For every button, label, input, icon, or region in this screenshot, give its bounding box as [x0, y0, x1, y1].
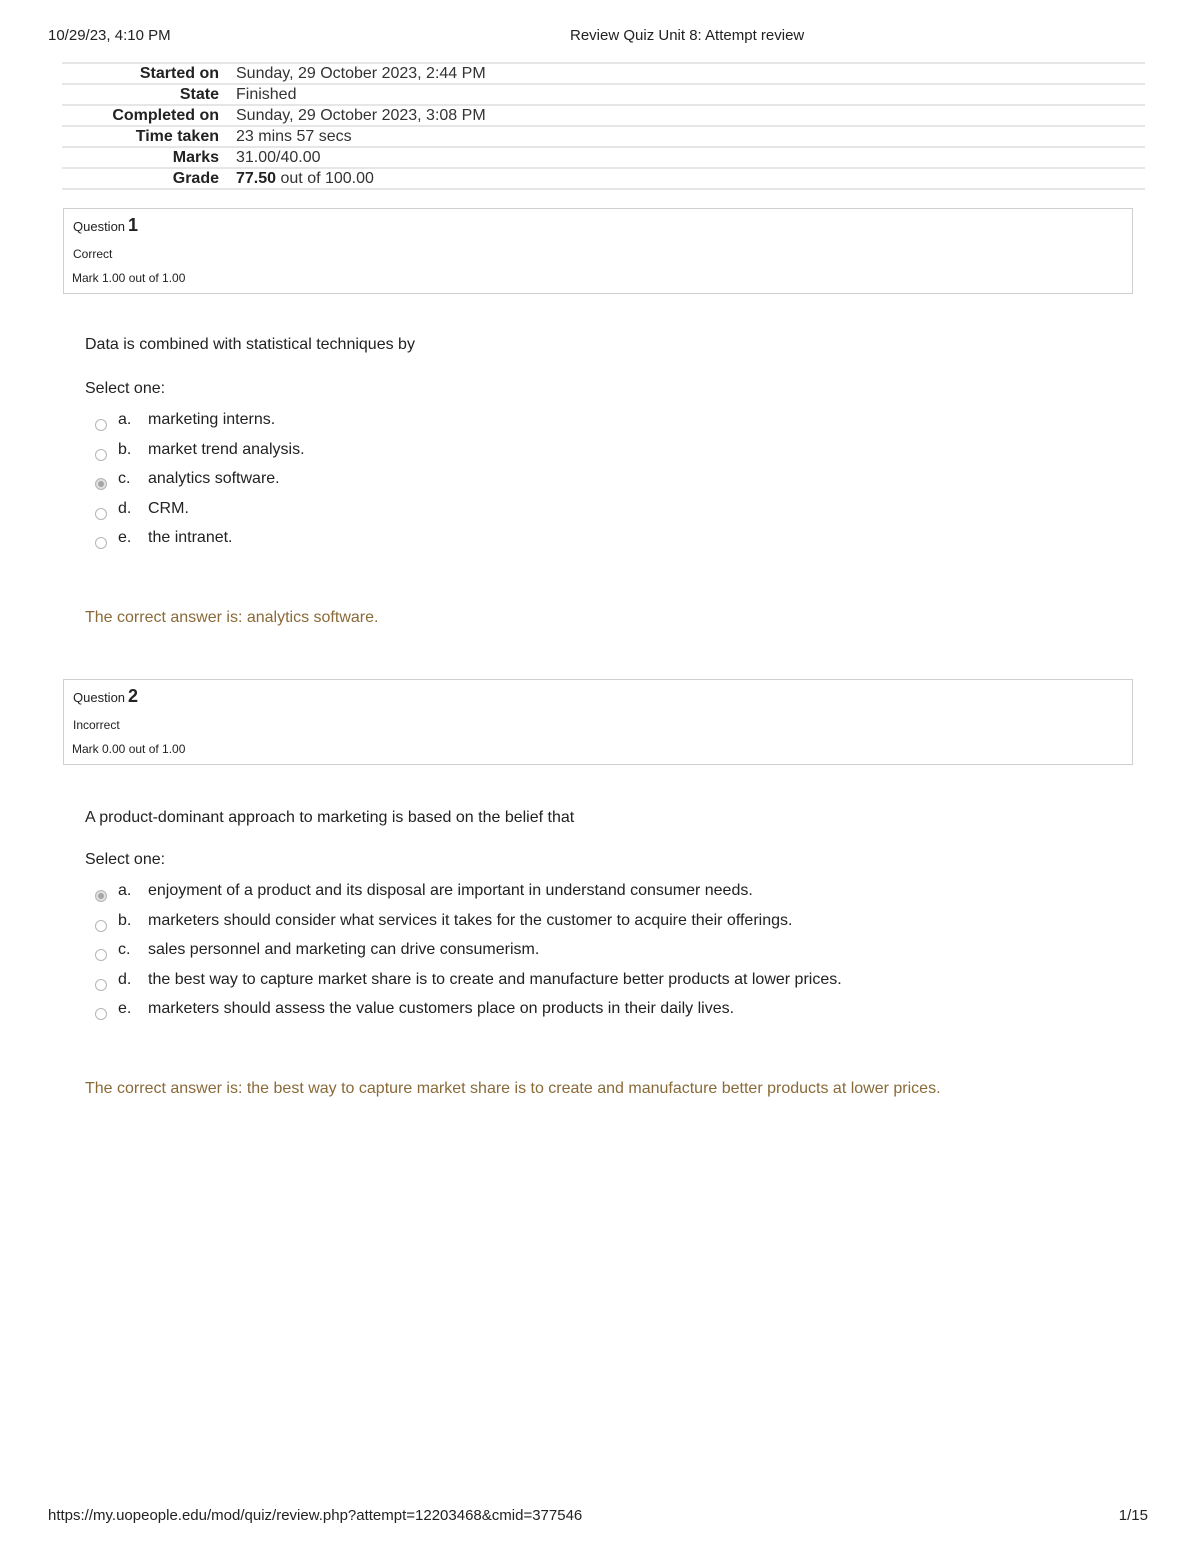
answer-option[interactable] — [93, 500, 1093, 530]
summary-label: Completed on — [112, 107, 219, 124]
grade-score: 77.50 — [236, 170, 277, 187]
answer-option[interactable] — [93, 912, 1093, 942]
radio-button-selected[interactable] — [95, 890, 107, 902]
question-1-feedback: The correct answer is: analytics software. — [85, 609, 379, 626]
summary-row-grade — [62, 169, 1145, 190]
answer-option[interactable] — [93, 941, 1093, 971]
radio-button[interactable] — [95, 419, 107, 431]
radio-button[interactable] — [95, 920, 107, 932]
answer-letter: d. — [118, 970, 132, 988]
summary-label: Started on — [139, 65, 219, 82]
print-date: 10/29/23, 4:10 PM — [48, 27, 171, 44]
answer-text: marketers should consider what services it takes for the customer to acquire their offerings. — [148, 911, 793, 929]
question-number-value: 2 — [128, 686, 139, 706]
attempt-summary-table — [62, 62, 1145, 190]
radio-button[interactable] — [95, 449, 107, 461]
answer-letter: c. — [118, 470, 131, 487]
answer-text: the best way to capture market share is to create and manufacture better products at lower prices. — [148, 970, 842, 988]
answer-text: marketing interns. — [148, 411, 276, 428]
radio-button[interactable] — [95, 949, 107, 961]
answer-letter: b. — [118, 440, 132, 458]
answer-option[interactable] — [93, 529, 1093, 559]
question-number — [73, 686, 138, 707]
summary-value: Sunday, 29 October 2023, 2:44 PM — [236, 65, 486, 82]
print-title: Review Quiz Unit 8: Attempt review — [570, 27, 805, 44]
question-label: Question — [73, 219, 126, 234]
summary-row-started-on — [62, 64, 1145, 85]
answer-text: sales personnel and marketing can drive consumerism. — [148, 941, 540, 958]
summary-label: Time taken — [135, 128, 219, 145]
answer-option[interactable] — [93, 971, 1093, 1001]
answer-text: enjoyment of a product and its disposal are important in understand consumer needs. — [148, 882, 753, 899]
question-2-feedback: The correct answer is: the best way to capture market share is to create and manufacture better products at lower prices. — [85, 1080, 941, 1097]
summary-row-marks — [62, 148, 1145, 169]
print-footer — [48, 1507, 1148, 1527]
answer-option[interactable] — [93, 411, 1093, 441]
grade-scale: out of 100.00 — [280, 170, 374, 187]
radio-button[interactable] — [95, 979, 107, 991]
question-mark: Mark 1.00 out of 1.00 — [72, 271, 186, 285]
question-state: Correct — [73, 247, 113, 261]
summary-value: 23 mins 57 secs — [236, 128, 352, 145]
question-label: Question — [73, 690, 126, 705]
summary-value: Finished — [236, 86, 297, 103]
answer-text: marketers should assess the value customers place on products in their daily lives. — [148, 1000, 735, 1017]
answer-letter: c. — [118, 941, 131, 958]
summary-row-completed-on — [62, 106, 1145, 127]
answer-text: analytics software. — [148, 470, 280, 487]
summary-row-state — [62, 85, 1145, 106]
question-1-answers — [93, 411, 1093, 559]
summary-row-time-taken — [62, 127, 1145, 148]
answer-text: CRM. — [148, 499, 189, 517]
question-2-info — [63, 679, 1133, 765]
answer-letter: b. — [118, 911, 132, 929]
answer-letter: d. — [118, 499, 132, 517]
summary-value — [219, 169, 374, 188]
answer-text: the intranet. — [148, 529, 233, 546]
question-2-prompt: Select one: — [85, 851, 166, 868]
question-number-value: 1 — [128, 215, 139, 235]
radio-button-selected[interactable] — [95, 478, 107, 490]
answer-option[interactable] — [93, 882, 1093, 912]
answer-option[interactable] — [93, 441, 1093, 471]
answer-letter: a. — [118, 882, 132, 899]
answer-letter: a. — [118, 411, 132, 428]
answer-letter: e. — [118, 1000, 132, 1017]
summary-label: State — [179, 86, 219, 103]
question-2-text: A product-dominant approach to marketing is based on the belief that — [85, 809, 575, 826]
answer-option[interactable] — [93, 470, 1093, 500]
radio-button[interactable] — [95, 537, 107, 549]
question-1-info — [63, 208, 1133, 294]
print-header — [48, 27, 1148, 47]
question-mark: Mark 0.00 out of 1.00 — [72, 742, 186, 756]
answer-option[interactable] — [93, 1000, 1093, 1030]
answer-letter: e. — [118, 529, 132, 546]
print-url: https://my.uopeople.edu/mod/quiz/review.php?attempt=12203468&cmid=377546 — [48, 1507, 583, 1524]
question-state: Incorrect — [73, 718, 120, 732]
question-1-text: Data is combined with statistical techniques by — [85, 336, 415, 353]
page-number: 1/15 — [1118, 1507, 1148, 1524]
summary-label: Grade — [172, 170, 219, 187]
question-number — [73, 215, 138, 236]
question-2-answers — [93, 882, 1093, 1030]
radio-button[interactable] — [95, 508, 107, 520]
answer-text: market trend analysis. — [148, 440, 305, 458]
radio-button[interactable] — [95, 1008, 107, 1020]
summary-value: 31.00/40.00 — [236, 149, 321, 166]
question-1-prompt: Select one: — [85, 380, 166, 397]
summary-value: Sunday, 29 October 2023, 3:08 PM — [236, 107, 486, 124]
summary-label: Marks — [172, 149, 219, 166]
